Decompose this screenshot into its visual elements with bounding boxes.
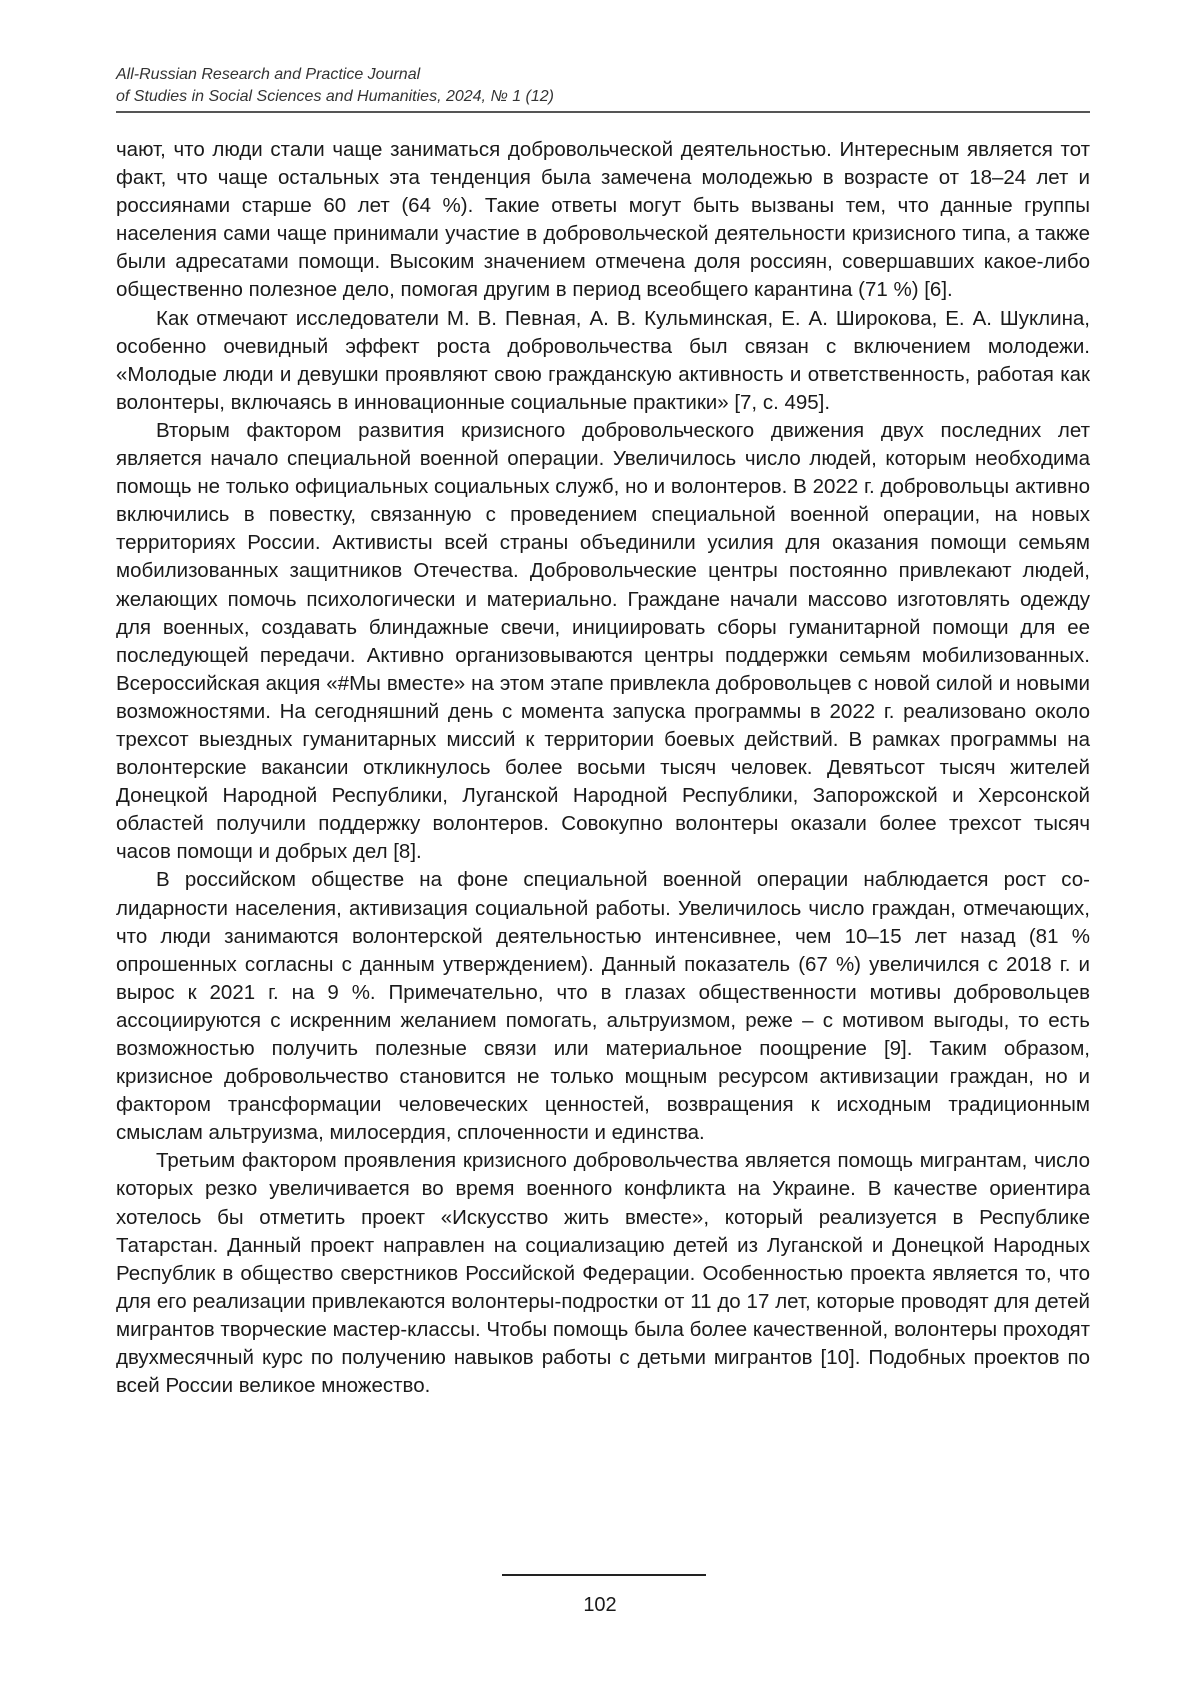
running-head	[116, 64, 1090, 108]
footer-rule	[502, 1574, 706, 1576]
journal-title-line: All-Russian Research and Practice Journal	[116, 66, 421, 83]
journal-issue-line: of Studies in Social Sciences and Humanities, 2024, № 1 (12)	[116, 88, 555, 105]
article-body	[116, 136, 1090, 1400]
paragraph-researchers: Как отмечают исследователи М. В. Певная, А. В. Кульминская, Е. А. Широкова, Е. А. Шуклина, особенно очевидный эффект роста добровольчества был связан с включением молодежи. «Молодые люди и девушки проявляют свою гражданскую активность и ответственность, работая как волонтеры, включаясь в инновационные социальные практики» [7, с. 495].	[116, 306, 1090, 414]
paragraph-second-factor: Вторым фактором развития кризисного добровольческого движения двух последних лет является начало специальной военной операции. Увеличилось число людей, которым необходима помощь не только официальных социальных служб, но и волонтеров. В 2022 г. добровольцы активно включились в повестку, связанную с проведением специальной военной операции, на новых территориях России. Активисты всей страны объединили усилия для оказания помощи семьям мобилизованных защитников Отечества. Добровольческие центры постоянно привлекают людей, желающих помочь психологически и материально. Граждане начали массово изготовлять одежду для военных, создавать блиндажные свечи, инициировать сборы гуманитарной помощи для ее последующей передачи. Активно организовываются центры поддержки семьям мобилизованных. Всероссийская акция «#Мы вместе» на этом этапе привлекла добровольцев с новой силой и новыми возможностями. На сегодняшний день с момента запуска программы в 2022 г. реализовано около трехсот выездных гуманитарных миссий к территории боевых действий. В рамках программы на волонтерские вакансии откликнулось более восьми тысяч человек. Девятьсот тысяч жителей Донецкой Народной Республики, Луганской Народной Республики, Запорожской и Херсонской областей получили поддержку волонтеров. Совокупно волонтеры оказали более трехсот тысяч часов помощи и добрых дел [8].	[116, 418, 1090, 864]
header-rule	[116, 111, 1090, 113]
paragraph-solidarity: В российском обществе на фоне специальной военной операции наблюдается рост солидарности населения, активизация социальной работы. Увеличилось число граждан, отмечающих, что люди занимаются волонтерской деятельностью интенсивнее, чем 10–15 лет назад (81 % опрошенных согласны с данным утверждением). Данный показатель (67 %) увеличился с 2018 г. и вырос к 2021 г. на 9 %. Примечательно, что в глазах общественности мотивы добровольцев ассоциируются с искренним желанием помогать, альтруизмом, реже – с мотивом выгоды, то есть возможностью получить полезные связи или материальное поощрение [9]. Таким образом, кризисное добровольчество становится не только мощным ресурсом активизации граждан, но и фактором трансформации человеческих ценностей, возвращения к исходным традиционным смыслам альтруизма, милосердия, сплоченности и единства.	[116, 868, 1090, 1145]
paragraph-continued: чают, что люди стали чаще заниматься добровольческой деятельностью. Интересным является тот факт, что чаще остальных эта тенденция была замечена молодежью в возрасте от 18–24 лет и россиянами старше 60 лет (64 %). Такие ответы могут быть вызваны тем, что данные группы населения сами чаще принимали участие в добровольческой деятельности кризисного типа, а также были адресатами помощи. Высоким значением отмечена доля россиян, совершавших какое-либо общественно полезное дело, помогая другим в период всеобщего карантина (71 %) [6].	[116, 138, 1090, 302]
page-number: 102	[583, 1594, 617, 1616]
paragraph-third-factor: Третьим фактором проявления кризисного добровольчества является помощь мигрантам, число которых резко увеличивается во время военного конфликта на Украине. В качестве ориентира хотелось бы отметить проект «Искусство жить вместе», который реализуется в Республике Татарстан. Данный проект направлен на социализацию детей из Луганской и Донецкой Народных Республик в общество сверстников Российской Федерации. Особенностью проекта является то, что для его реализации привлекаются волонтеры-подростки от 11 до 17 лет, которые проводят для детей мигрантов творческие мастер-классы. Чтобы помощь была более качественной, волонтеры проходят двухмесячный курс по получению навыков работы с детьми мигрантов [10]. Подобных проектов по всей России великое множество.	[116, 1149, 1090, 1398]
